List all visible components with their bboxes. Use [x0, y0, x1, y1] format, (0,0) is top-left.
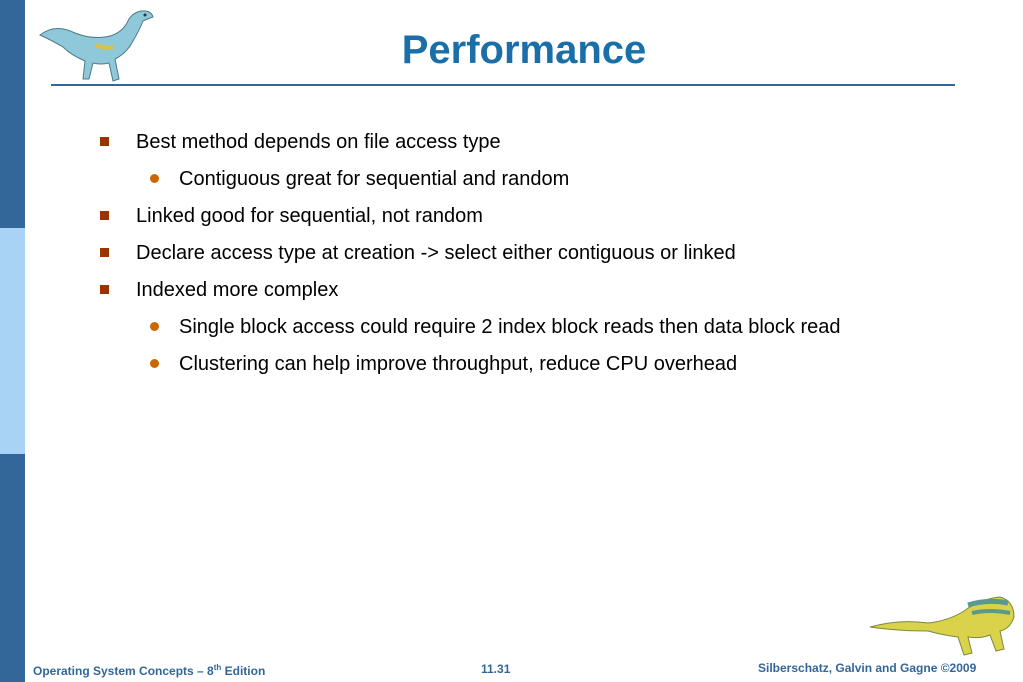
- bullet-text: Contiguous great for sequential and random: [179, 168, 570, 190]
- footer-copyright: Silberschatz, Galvin and Gagne ©2009: [758, 661, 977, 675]
- dinosaur-logo-bottom: [868, 583, 1018, 658]
- footer-book-title: Operating System Concepts – 8th Edition: [33, 663, 266, 678]
- dot-bullet-icon: [150, 322, 159, 331]
- sidebar-segment-top: [0, 0, 25, 228]
- bullet-text: Best method depends on file access type: [136, 131, 501, 153]
- bullet-text: Single block access could require 2 index block reads then data block read: [179, 316, 841, 338]
- bullet-text: Indexed more complex: [136, 279, 339, 301]
- dot-bullet-icon: [150, 359, 159, 368]
- sidebar-segment-middle: [0, 228, 25, 454]
- slide-title: Performance: [401, 28, 647, 72]
- bullet-text: Declare access type at creation -> select either contiguous or linked: [136, 242, 736, 264]
- title-divider: [51, 84, 955, 86]
- sidebar-segment-bottom: [0, 454, 25, 682]
- bullet-text: Clustering can help improve throughput, reduce CPU overhead: [179, 353, 738, 375]
- square-bullet-icon: [100, 248, 109, 257]
- bullet-text: Linked good for sequential, not random: [136, 205, 483, 227]
- dot-bullet-icon: [150, 174, 159, 183]
- square-bullet-icon: [100, 285, 109, 294]
- square-bullet-icon: [100, 211, 109, 220]
- slide-number: 11.31: [481, 662, 511, 676]
- sidebar-stripe: [0, 0, 25, 682]
- square-bullet-icon: [100, 137, 109, 146]
